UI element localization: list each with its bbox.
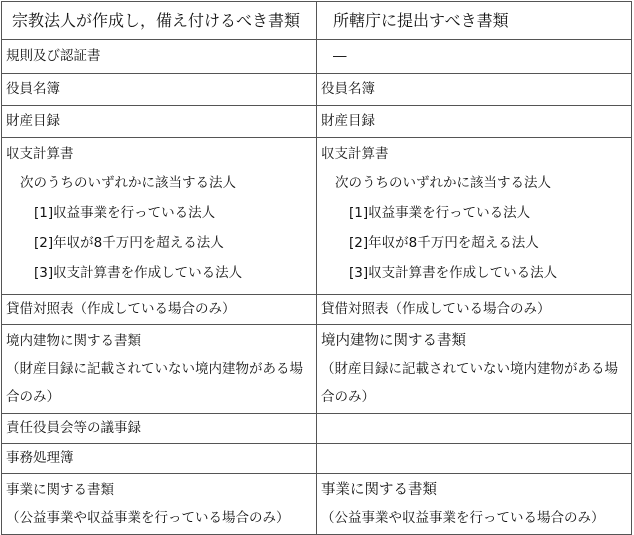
cell-business-documents xyxy=(2,474,317,535)
income-condition: 次のうちのいずれかに該当する法人 xyxy=(20,175,236,191)
precinct-note: （財産目録に記載されていない境内建物がある場合のみ） xyxy=(321,361,618,405)
cell-minutes: 責任役員会等の議事録 xyxy=(2,414,317,444)
cell-rules-dash: ― xyxy=(317,40,632,74)
table-row xyxy=(2,138,632,295)
table-row xyxy=(2,444,632,474)
business-title: 事業に関する書類 xyxy=(6,482,114,498)
cell-officers: 役員名簿 xyxy=(2,74,317,106)
cell-officers-submit: 役員名簿 xyxy=(317,74,632,106)
cell-balance-sheet: 貸借対照表（作成している場合のみ） xyxy=(2,295,317,325)
cell-assets-submit: 財産目録 xyxy=(317,106,632,138)
header-required-documents: 宗教法人が作成し，備え付けるべき書類 xyxy=(2,2,317,40)
income-item-3: [3]収支計算書を作成している法人 xyxy=(349,265,558,281)
cell-administration-book: 事務処理簿 xyxy=(2,444,317,474)
business-note: （公益事業や収益事業を行っている場合のみ） xyxy=(6,510,290,526)
cell-rules: 規則及び認証書 xyxy=(2,40,317,74)
cell-income-statement xyxy=(2,138,317,295)
cell-assets: 財産目録 xyxy=(2,106,317,138)
income-item-2: [2]年収が8千万円を超える法人 xyxy=(349,235,539,251)
income-condition: 次のうちのいずれかに該当する法人 xyxy=(335,175,551,191)
cell-minutes-submit xyxy=(317,414,632,444)
income-item-1: [1]収益事業を行っている法人 xyxy=(34,205,216,221)
precinct-note: （財産目録に記載されていない境内建物がある場合のみ） xyxy=(6,361,303,405)
income-item-1: [1]収益事業を行っている法人 xyxy=(349,205,531,221)
table-row xyxy=(2,106,632,138)
table-header-row xyxy=(2,2,632,40)
income-title: 収支計算書 xyxy=(321,146,389,162)
precinct-title: 境内建物に関する書類 xyxy=(321,333,466,349)
cell-administration-book-submit xyxy=(317,444,632,474)
cell-balance-sheet-submit: 貸借対照表（作成している場合のみ） xyxy=(317,295,632,325)
table-row xyxy=(2,474,632,535)
table-row xyxy=(2,295,632,325)
cell-business-documents-submit xyxy=(317,474,632,535)
documents-table xyxy=(1,1,632,535)
table-row xyxy=(2,40,632,74)
header-submit-documents: 所轄庁に提出すべき書類 xyxy=(317,2,632,40)
precinct-title: 境内建物に関する書類 xyxy=(6,333,141,349)
income-title: 収支計算書 xyxy=(6,146,74,162)
income-item-2: [2]年収が8千万円を超える法人 xyxy=(34,235,224,251)
cell-precinct-buildings-submit xyxy=(317,325,632,414)
table-row xyxy=(2,325,632,414)
income-item-3: [3]収支計算書を作成している法人 xyxy=(34,265,243,281)
table-row xyxy=(2,74,632,106)
table-row xyxy=(2,414,632,444)
business-note: （公益事業や収益事業を行っている場合のみ） xyxy=(321,510,605,526)
cell-income-statement-submit xyxy=(317,138,632,295)
cell-precinct-buildings xyxy=(2,325,317,414)
business-title: 事業に関する書類 xyxy=(321,482,437,498)
